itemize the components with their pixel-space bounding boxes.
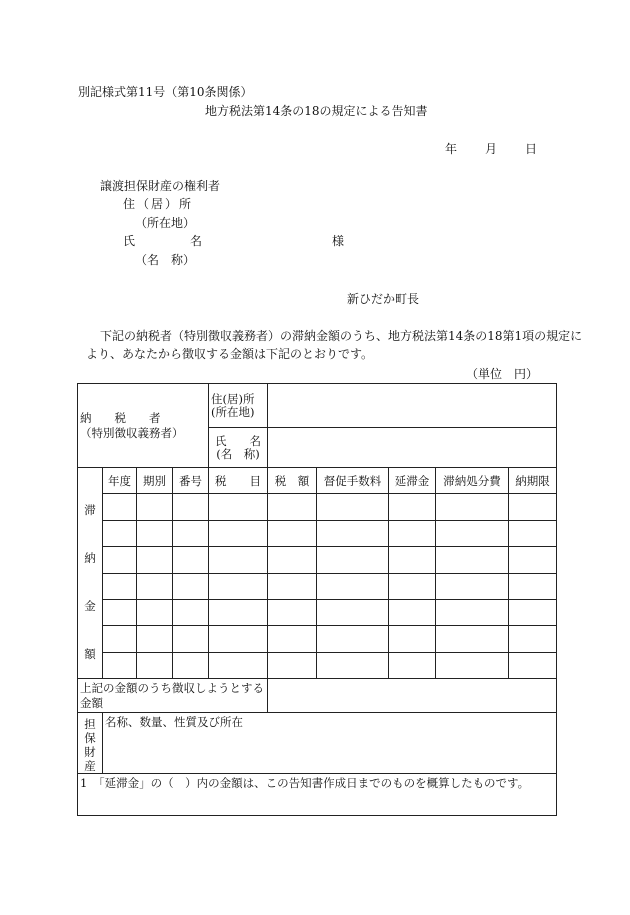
recipient-location-label: （所在地） <box>135 216 196 230</box>
table-row <box>78 520 557 546</box>
collateral-header: 名称、数量、性質及び所在 <box>105 715 243 729</box>
collect-amount-label: 上記の金額のうち徴収しようとする金額 <box>78 679 268 713</box>
col-header-disposition-cost: 滞納処分費 <box>436 468 509 494</box>
date-year: 年 <box>445 142 458 156</box>
taxpayer-label: 納 税 者 <box>80 411 161 426</box>
collect-amount-value[interactable] <box>268 679 557 713</box>
table-row <box>78 494 557 520</box>
col-header-reminder-fee: 督促手数料 <box>317 468 389 494</box>
delinquent-char: 納 <box>84 551 96 565</box>
unit-label: （単位 円） <box>466 367 539 381</box>
collateral-char: 産 <box>84 759 96 773</box>
body-line-2: より、あなたから徴収する金額は下記のとおりです。 <box>86 347 374 361</box>
taxpayer-name-value[interactable] <box>268 428 557 468</box>
note-cell <box>78 774 557 816</box>
delinquent-amount-label <box>78 468 103 679</box>
collateral-label <box>78 713 103 774</box>
delinquent-char: 額 <box>84 647 96 661</box>
issuer-office: 新ひだか町長 <box>347 292 420 306</box>
col-header-late-fee: 延滞金 <box>389 468 436 494</box>
collateral-char: 担 <box>84 717 96 731</box>
holder-label: 譲渡担保財産の権利者 <box>100 179 221 193</box>
document-title: 地方税法第14条の18の規定による告知書 <box>205 104 428 118</box>
taxpayer-name-label-cell <box>209 428 268 468</box>
taxpayer-sub-label: （特別徴収義務者） <box>80 425 184 440</box>
table-row <box>78 599 557 625</box>
recipient-address-label: 住（居）所 <box>123 197 194 211</box>
table-row <box>78 626 557 652</box>
collateral-details-cell[interactable] <box>103 713 557 774</box>
taxpayer-address-value[interactable] <box>268 384 557 428</box>
taxpayer-address-label-cell <box>209 384 268 428</box>
col-header-period: 期別 <box>137 468 173 494</box>
taxpayer-name-label: 氏 名 <box>215 433 261 448</box>
col-header-year: 年度 <box>103 468 137 494</box>
date-line <box>445 142 537 157</box>
table-row <box>78 547 557 573</box>
recipient-name-label <box>123 234 344 249</box>
name-char-1: 氏 <box>123 234 136 248</box>
form-number-label: 別記様式第11号（第10条関係） <box>78 85 253 99</box>
body-line-1: 下記の納税者（特別徴収義務者）の滞納金額のうち、地方税法第14条の18第1項の規定に <box>100 329 583 343</box>
collateral-char: 財 <box>84 745 96 759</box>
name-char-2: 名 <box>190 234 203 248</box>
col-header-due-date: 納期限 <box>509 468 557 494</box>
delinquent-char: 滞 <box>84 503 96 517</box>
table-row <box>78 573 557 599</box>
date-month: 月 <box>485 142 498 156</box>
taxpayer-address-label: 住(居)所 <box>211 391 255 406</box>
taxpayer-title-label: (名 称) <box>216 446 260 461</box>
honorific: 様 <box>332 234 345 248</box>
note-text: 1 「延滞金」の（ ）内の金額は、この告知書作成日までのものを概算したものです。 <box>80 776 530 790</box>
col-header-number: 番号 <box>173 468 209 494</box>
col-header-tax-item: 税 目 <box>209 468 268 494</box>
taxpayer-location-label: (所在地) <box>211 404 255 419</box>
recipient-title-label: （名 称） <box>135 253 196 267</box>
delinquent-char: 金 <box>84 599 96 613</box>
table-row <box>78 652 557 678</box>
notice-table <box>77 383 557 816</box>
collateral-char: 保 <box>84 731 96 745</box>
date-day: 日 <box>525 142 538 156</box>
col-header-tax-amount: 税 額 <box>268 468 317 494</box>
taxpayer-label-cell <box>78 384 209 468</box>
